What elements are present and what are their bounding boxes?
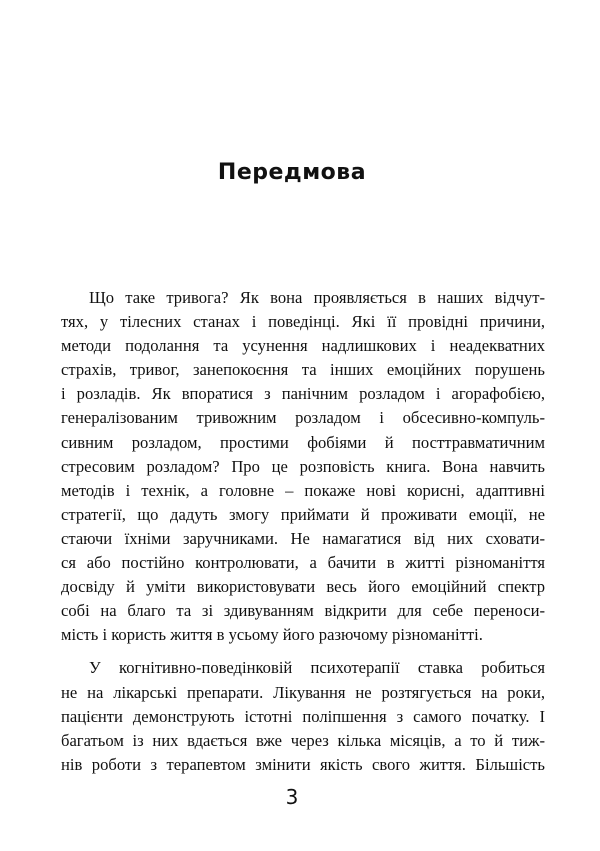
text-line: багатьом із них вдається вже через кілька місяців, а то й тиж- [61, 730, 545, 750]
text-line: досвіду й уміти використовувати весь його емоційний спектр [61, 577, 545, 597]
text-line: і розладів. Як впоратися з панічним розладом і агорафобією, [61, 384, 545, 404]
text-line: собі на благо та зі здивуванням відкрити для себе переноси- [61, 601, 545, 621]
text-line: страхів, тривог, занепокоєння та інших емоційних порушень [61, 360, 545, 380]
page-title: Передмова [217, 160, 367, 185]
page-number: 3 [285, 785, 299, 809]
text-line: нів роботи з терапевтом змінити якість свого життя. Більшість [61, 754, 545, 774]
paragraph-gap [61, 647, 545, 656]
text-line: мість і користь життя в усьому його разючому різноманітті. [61, 625, 483, 645]
text-line: Що таке тривога? Як вона проявляється в наших відчут- [89, 288, 545, 307]
text-line: стаючи їхніми заручниками. Не намагатися від них сховати- [61, 528, 545, 548]
text-line: генералізованим тривожним розладом і обсесивно-компуль- [61, 408, 545, 428]
text-line: У когнітивно-поведінковій психотерапії ставка робиться [89, 658, 545, 678]
text-line: методи подолання та усунення надлишкових і неадекватних [61, 336, 545, 356]
paragraph-2 [61, 656, 545, 776]
text-line: пацієнти демонструють істотні поліпшення з самого початку. І [61, 706, 545, 726]
text-line: тях, у тілесних станах і поведінці. Які її провідні причини, [61, 312, 545, 332]
body-text [61, 286, 545, 777]
text-line: не на лікарські препарати. Лікування не розтягується на роки, [61, 682, 545, 702]
text-line: стратегії, що дадуть змогу приймати й проживати емоції, не [61, 504, 545, 524]
text-line: сивним розладом, простими фобіями й посттравматичним [61, 432, 545, 452]
text-line: стресовим розладом? Про це розповість книга. Вона навчить [61, 456, 545, 476]
text-line: ся або постійно контролювати, а бачити в житті різноманіття [61, 553, 545, 573]
paragraph-1 [61, 286, 545, 647]
text-line: методів і технік, а головне – покаже нові корисні, адаптивні [61, 480, 545, 500]
